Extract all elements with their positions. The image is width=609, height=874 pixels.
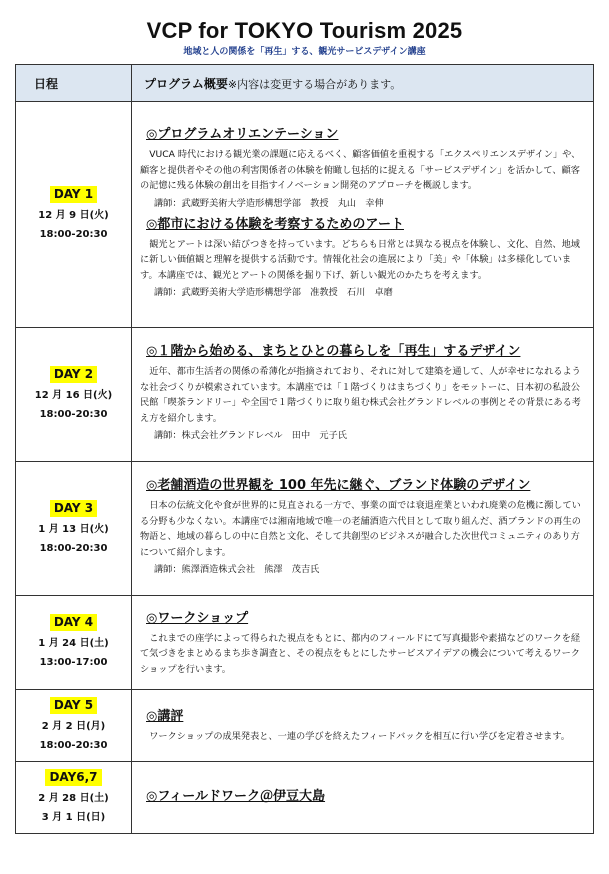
table-row xyxy=(16,462,594,596)
document-title: VCP for TOKYO Tourism 2025 xyxy=(146,18,463,43)
day-time: 18:00-20:30 xyxy=(39,228,108,240)
day-time: 18:00-20:30 xyxy=(39,408,108,420)
session-title: ◎プログラムオリエンテーション xyxy=(146,127,339,143)
session-lecturer: 講師：武蔵野美術大学造形構想学部 准教授 石川 卓磨 xyxy=(154,287,393,299)
column-header-date: 日程 xyxy=(16,65,132,102)
column-header-program-label: プログラム概要 xyxy=(144,76,228,91)
session-lecturer: 講師：武蔵野美術大学造形構想学部 教授 丸山 幸伸 xyxy=(154,197,384,209)
session-title: ◎１階から始める、まちとひとの暮らしを「再生」するデザイン xyxy=(146,344,521,360)
day-label: DAY 4 xyxy=(50,614,97,631)
day-time: 18:00-20:30 xyxy=(39,542,108,554)
day-label: DAY 3 xyxy=(50,500,97,517)
document-subtitle: 地域と人の関係を「再生」する、観光サービスデザイン講座 xyxy=(183,47,426,57)
session-title: ◎フィールドワーク＠伊豆大島 xyxy=(146,789,326,804)
session-lecturer: 講師：熊澤酒造株式会社 熊澤 茂吉氏 xyxy=(154,564,320,576)
day-cell xyxy=(16,690,132,762)
day-label: DAY 2 xyxy=(50,366,97,383)
day-date: 2 月 2 日(月) xyxy=(41,720,106,732)
program-cell xyxy=(132,690,594,762)
column-header-program xyxy=(132,65,594,102)
day-date: 1 月 24 日(土) xyxy=(38,637,109,649)
session-title: ◎老舗酒造の世界観を 100 年先に継ぐ、ブランド体験のデザイン xyxy=(146,478,531,494)
program-cell xyxy=(132,596,594,690)
table-row xyxy=(16,596,594,690)
session-title: ◎ワークショップ xyxy=(146,610,249,626)
day-date: 2 月 28 日(土) xyxy=(38,792,109,804)
session-description: 近年、都市生活者の関係の希薄化が指摘されており、それに対して建築を通して、人が幸せになれるような社会づくりが模索されています。本講座では「１階づくりはまちづくり」をモットーに、日本初の私設公民館「喫茶ランドリー」や全国で１階づくりに取り組む株式会社グランドレベルの事例とその背景にある考え方を紹介します。 xyxy=(140,366,581,424)
schedule-table xyxy=(15,64,594,834)
day-date: 12 月 9 日(火) xyxy=(38,209,109,221)
day-label: DAY6,7 xyxy=(45,769,101,786)
day-cell xyxy=(16,462,132,596)
column-header-program-note: ※内容は変更する場合があります。 xyxy=(227,77,402,91)
session-title: ◎講評 xyxy=(146,709,184,725)
day-time: 18:00-20:30 xyxy=(39,739,108,751)
day-label: DAY 5 xyxy=(50,697,97,714)
program-cell xyxy=(132,762,594,834)
day-label: DAY 1 xyxy=(50,186,97,203)
session-lecturer: 講師：株式会社グランドレベル 田中 元子氏 xyxy=(154,430,347,442)
session-description: ワークショップの成果発表と、一連の学びを終えたフィードバックを相互に行い学びを定着させます。 xyxy=(149,731,570,743)
table-header-row xyxy=(16,65,594,102)
session-description: 日本の伝統文化や食が世界的に見直される一方で、事業の面では衰退産業といわれ廃業の危機に瀕している分野も少なくない。本講座では湘南地域で唯一の老舗酒造六代目として取り組んだ、酒ブランドの再生の物語と、地域の暮らしの中に自然と文化、そして共創型のビジネスが融合した次世代コミュニティのあり方について紹介します。 xyxy=(140,500,581,558)
table-row xyxy=(16,762,594,834)
day-date: 12 月 16 日(火) xyxy=(34,389,113,401)
table-row xyxy=(16,690,594,762)
program-cell xyxy=(132,462,594,596)
day-cell xyxy=(16,762,132,834)
program-cell xyxy=(132,328,594,462)
day-cell xyxy=(16,102,132,328)
day-cell xyxy=(16,328,132,462)
session-description: これまでの座学によって得られた視点をもとに、都内のフィールドにて写真撮影や素描などのワークを経て気づきをまとめるまち歩き調査と、その視点をもとにしたサービスアイデアの機会について考えるワークショップを行います。 xyxy=(140,632,581,675)
day-time: 13:00-17:00 xyxy=(39,656,108,668)
day-time: 3 月 1 日(日) xyxy=(41,811,106,823)
program-cell xyxy=(132,102,594,328)
day-cell xyxy=(16,596,132,690)
table-row xyxy=(16,328,594,462)
session-title: ◎都市における体験を考察するためのアート xyxy=(146,216,404,232)
session-description: VUCA 時代における観光業の課題に応えるべく、顧客価値を重視する「エクスペリエンスデザイン」や、顧客と提供者やその他の利害関係者の体験を俯瞰し包括的に捉える「サービスデザイン」を活かして、顧客の記憶に残る体験の創出を目指すイノベーション開発のアプローチを概説します。 xyxy=(140,149,581,192)
day-date: 1 月 13 日(火) xyxy=(38,523,109,535)
table-row xyxy=(16,102,594,328)
session-description: 観光とアートは深い結びつきを持っています。どちらも日常とは異なる視点を体験し、文化、自然、地域に新しい価値観と理解を提供する活動です。情報化社会の進展により「美」や「体験」は多様化しています。本講座では、観光とアートの関係を掘り下げ、新しい観光のかたちを考えます。 xyxy=(140,238,580,281)
